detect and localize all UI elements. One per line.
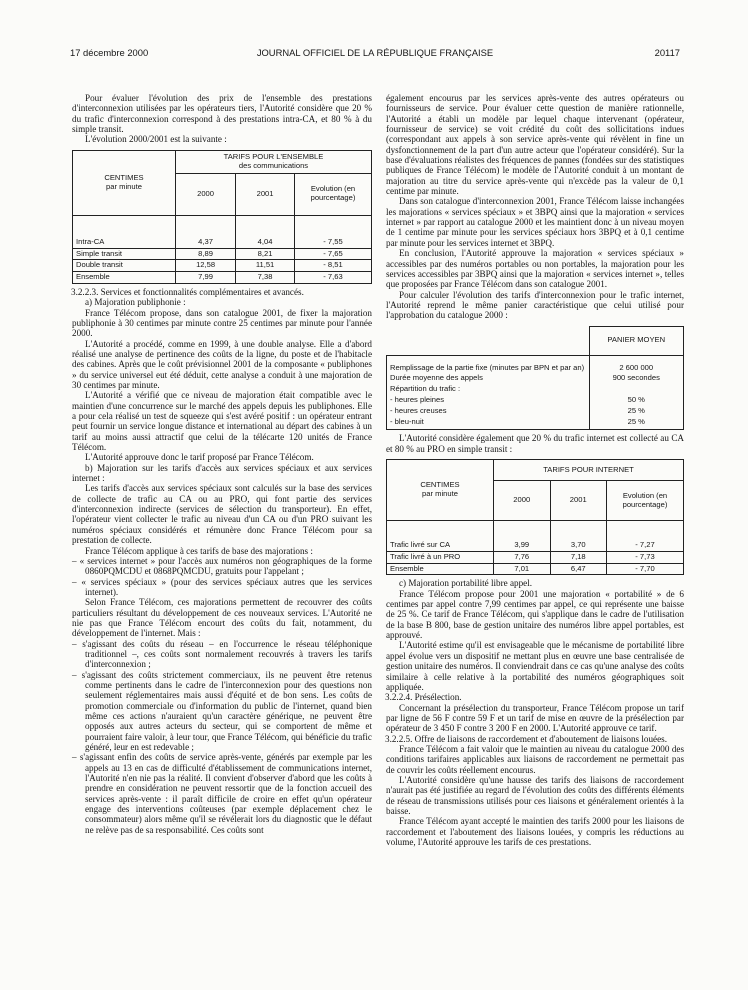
table-row: Trafic livré sur CA 3,99 3,70 - 7,27 <box>387 521 684 552</box>
table-row-header <box>73 150 176 215</box>
list-item: – s'agissant des coûts strictement commerciaux, ils ne peuvent être retenus comme pertinents dans le cadre de l'interconnexion pour des questions non seulement réglementaires mais aussi d'équité et de bon sens. Les coûts de promotion commerciale ou d'information du public de l'internet, quand bien même ces actions n'auraient qu'un caractère générique, ne peuvent être opposés aux autres acteurs du secteur, qui se comportent de même et pourraient faire valoir, à leur tour, que France Télécom, qui bénéficie du trafic généré, leur en est redevable ; <box>72 669 372 753</box>
table-row: Répartition du trafic : <box>387 384 684 395</box>
list-item: – « services spéciaux » (pour des services spéciaux autres que les services internet). <box>72 576 372 597</box>
tariff-table-all-communications <box>72 150 372 284</box>
table-row: Durée moyenne des appels 900 secondes <box>387 373 684 384</box>
left-column <box>72 93 372 835</box>
paragraph: Pour évaluer l'évolution des prix de l'ensemble des prestations d'interconnexion utilisées par les opérateurs tiers, l'Autorité considère que 20 % du trafic d'interconnexion correspond à des prestations intra-CA, et 80 % à du simple transit. <box>72 93 372 135</box>
paragraph: France Télécom propose pour 2001 une majoration « portabilité » de 6 centimes par appel contre 7,99 centimes par appel, ce qui représente une baisse de 25 %. Ce tarif de France Télécom, qui s'applique dans le cadre de l'utilisation de la base B 800, base de gestion unitaire des numéros libre appel portables, est approuvé. <box>386 588 684 641</box>
header-page-number: 20117 <box>654 47 680 58</box>
table-row: Trafic livré à un PRO 7,76 7,18 - 7,73 <box>387 551 684 563</box>
paragraph: L'Autorité approuve donc le tarif proposé par France Télécom. <box>85 452 314 463</box>
table-col-header: Evolution (en pourcentage) <box>607 481 684 521</box>
subsection-title: a) Majoration publiphonie : <box>85 297 186 308</box>
section-heading: 3.2.2.3. Services et fonctionnalités complémentaires et avancés. <box>71 286 304 297</box>
table-row: - bleu-nuit 25 % <box>387 417 684 430</box>
table-row: Intra-CA 4,37 4,04 - 7,55 <box>73 215 372 248</box>
list-item: – s'agissant enfin des coûts de service après-vente, générés par exemple par les appels au 13 en cas de difficulté d'établissement de communications internet, l'Autorité n'en nie pas la réalité. Il convient d'observer d'abord que les coûts à prendre en considération ne peuvent ressortir que de la fonction accueil des services après-vente : il paraît difficile de croire en effet qu'un opérateur engage des interventions coûteuses (par exemple déplacement chez le consommateur) alors même qu'il se révélerait lors du diagnostic que le défaut ne relève pas de sa responsabilité. Ces coûts sont <box>72 752 372 835</box>
paragraph: également encourus par les services après-vente des autres opérateurs ou fournisseurs de service. Pour évaluer cette question de manière rationnelle, l'Autorité a établi un modèle par lequel chaque intervenant (opérateur, fournisseur de service) se voit crédité du coût des sollicitations indues (correspondant aux appels à son service après-vente qui révèlent in fine un dysfonctionnement de la part d'un autre acteur que l'opérateur considéré). Sur la base d'évaluations réalistes des fréquences de pannes (fondées sur des statistiques publiques de France Télécom) le modèle de l'Autorité conduit à un montant de majoration au titre du service après-vente qui n'excède pas la valeur de 0,1 centime par minute. <box>386 93 684 197</box>
table-row: Double transit 12,58 11,51 - 8,51 <box>73 260 372 272</box>
table-header-centimes: CENTIMES <box>420 480 460 490</box>
page-header <box>70 47 680 61</box>
table-col-header: 2000 <box>176 173 236 215</box>
table-row: Ensemble 7,01 6,47 - 7,70 <box>387 563 684 575</box>
subsection-title: b) Majoration sur les tarifs d'accès aux services spéciaux et aux services internet : <box>72 462 372 484</box>
table-col-header: 2001 <box>236 173 295 215</box>
subsection-title: c) Majoration portabilité libre appel. <box>399 578 533 589</box>
paragraph: L'Autorité considère également que 20 % du trafic internet est collecté au CA et 80 % au PRO en simple transit : <box>386 433 684 454</box>
paragraph: L'Autorité considère qu'une hausse des tarifs des liaisons de raccordement n'aurait pas été justifiée au regard de l'évolution des coûts des différents éléments de réseau de transmissions utilisés pour ces liaisons et généralement orientés à la baisse. <box>386 774 684 816</box>
paragraph: En conclusion, l'Autorité approuve la majoration « services spéciaux » accessibles par des numéros portables ou non portables, la majoration pour les services accessibles par 3BPQ ainsi que la majoration « services internet », telles que proposées par France Télécom dans son catalogue 2001. <box>386 248 684 290</box>
paragraph: Dans son catalogue d'interconnexion 2001, France Télécom laisse inchangées les majorations « services spéciaux » et 3BPQ ainsi que la majoration « services internet » par rapport au catalogue 2000 et les maintient donc à un niveau moyen de 1 centime par minute pour les services spéciaux hors 3BPQ et à 0,1 centime par minute pour les services internet et 3BPQ. <box>386 196 684 248</box>
table-row-header <box>387 460 494 521</box>
paragraph: France Télécom ayant accepté le maintien des tarifs 2000 pour les liaisons de raccordement et l'aboutement des liaisons louées, y compris les réductions au volume, l'Autorité approuve les tarifs de ces prestations. <box>386 816 684 848</box>
paragraph: L'Autorité estime qu'il est envisageable que le mécanisme de portabilité libre appel évolue vers un dispositif ne mettant plus en œuvre une base centralisée de gestion unitaire des numéros. Il conviendrait dans ce cas qu'une analyse des coûts similaire à celle relative à la portabilité des numéros géographiques soit appliquée. <box>386 640 684 692</box>
paragraph: France Télécom a fait valoir que le maintien au niveau du catalogue 2000 des conditions tarifaires applicables aux liaisons de raccordement ne permettait pas de couvrir les coûts réellement encourus. <box>386 743 684 775</box>
table-header-per-minute: par minute <box>422 489 458 499</box>
header-date: 17 décembre 2000 <box>70 47 149 58</box>
table-col-header: 2001 <box>550 481 607 521</box>
table-row: Remplissage de la partie fixe (minutes par BPN et par an) 2 600 000 <box>387 355 684 373</box>
table-row: - heures creuses 25 % <box>387 406 684 417</box>
paragraph: Les tarifs d'accès aux services spéciaux sont calculés sur la base des services de collecte de trafic au CA ou au PRO, qui font partie des services d'interconnexion indirecte (services de sélection du transporteur). En effet, l'opérateur vient collecter le trafic au niveau d'un CA ou d'un PRO suivant les numéros spéciaux considérés et rémunère donc France Télécom pour sa prestation de collecte. <box>72 483 372 546</box>
right-column <box>386 93 684 847</box>
header-journal-title: JOURNAL OFFICIEL DE LA RÉPUBLIQUE FRANÇAISE <box>256 47 494 58</box>
paragraph: France Télécom applique à ces tarifs de base des majorations : <box>85 545 313 556</box>
paragraph: Selon France Télécom, ces majorations permettent de recouvrer des coûts particuliers résultant du développement de ces nouveaux services. L'Autorité ne nie pas que France Télécom encourt des coûts du fait, notamment, du développement de l'internet. Mais : <box>72 597 372 639</box>
paragraph: Concernant la présélection du transporteur, France Télécom propose un tarif par ligne de 56 F contre 59 F et un tarif de mise en œuvre de la présélection par opérateur de 3 450 F contre 3 200 F en 2000. L'Autorité approuve ce tarif. <box>386 702 684 734</box>
average-basket-table <box>386 326 684 431</box>
table-col-header: PANIER MOYEN <box>589 326 684 355</box>
list-item: – « services internet » pour l'accès aux numéros non géographiques de la forme 0860PQMCDU et 0868PQMCDU, gratuits pour l'appelant ; <box>72 555 372 577</box>
paragraph: L'Autorité a procédé, comme en 1999, à une double analyse. Elle a d'abord réalisé une analyse de pertinence des coûts de la ligne, du poste et de l'habitacle des cabines. Après que le coût prévisionnel 2001 de la composante « publiphones » du service universel eut été déduit, cette analyse a conduit à une majoration de 30 centimes par minute. <box>72 338 372 390</box>
table-header-centimes: CENTIMES <box>104 172 144 182</box>
paragraph: France Télécom propose, dans son catalogue 2001, de fixer la majoration publiphonie à 30 centimes par minute contre 25 centimes par minute pour l'année 2000. <box>72 307 372 339</box>
table-row: Ensemble 7,99 7,38 - 7,63 <box>73 272 372 284</box>
table-group-header: TARIFS POUR INTERNET <box>494 460 684 481</box>
section-heading: 3.2.2.5. Offre de liaisons de raccordement et d'aboutement de liaisons louées. <box>385 733 667 744</box>
list-item: – s'agissant des coûts du réseau – en l'occurrence le réseau téléphonique traditionnel –, ces coûts sont normalement recouvrés à travers les tarifs d'interconnexion ; <box>72 638 372 670</box>
table-col-header: Evolution (en pourcentage) <box>295 173 372 215</box>
tariff-table-internet <box>386 459 684 575</box>
paragraph: Pour calculer l'évolution des tarifs d'interconnexion pour le trafic internet, l'Autorité reprend le même panier caractéristique que celui utilisé pour l'approbation du catalogue 2000 : <box>386 289 684 321</box>
table-group-header: TARIFS POUR L'ENSEMBLE des communications <box>176 150 372 173</box>
paragraph: L'évolution 2000/2001 est la suivante : <box>85 134 227 145</box>
section-heading: 3.2.2.4. Présélection. <box>385 692 462 703</box>
paragraph: L'Autorité a vérifié que ce niveau de majoration était compatible avec le maintien d'une concurrence sur le marché des appels depuis les publiphones. Elle a pour cela réalisé un test de squeeze qui s'est avéré positif : un opérateur entrant peut fournir un service longue distance et international au départ des cabines à un tarif au moins aussi attractif que celui de la télécarte 120 unités de France Télécom. <box>72 390 372 453</box>
table-col-header: 2000 <box>494 481 551 521</box>
table-row: - heures pleines 50 % <box>387 395 684 406</box>
table-row: Simple transit 8,89 8,21 - 7,65 <box>73 248 372 260</box>
table-header-per-minute: par minute <box>106 181 142 191</box>
